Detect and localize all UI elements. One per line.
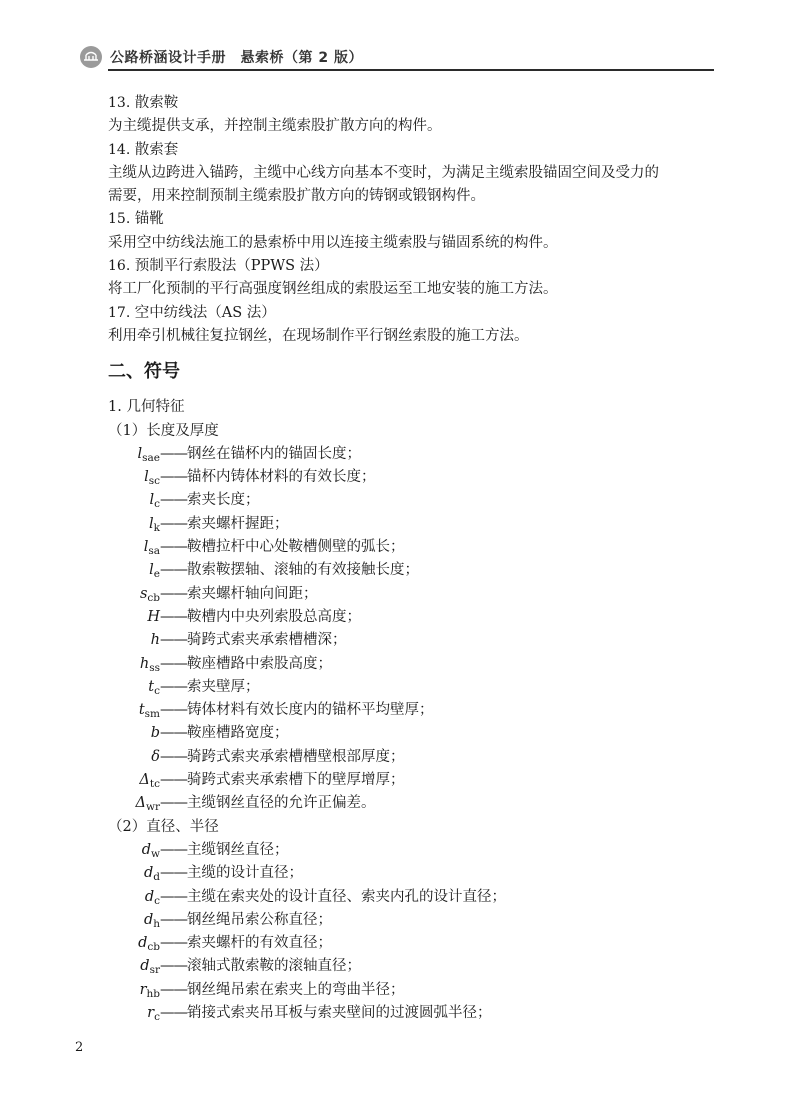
symbol-dash: —— (160, 888, 187, 905)
symbol-description: 索夹壁厚； (187, 678, 260, 695)
symbol: $d_w$ (141, 841, 160, 860)
symbol: $r_{hb}$ (139, 981, 160, 1000)
book-logo-icon (80, 46, 102, 68)
symbol-description: 鞍槽内中央列索股总高度； (187, 608, 361, 625)
symbol-subscript: c (154, 1010, 160, 1023)
symbol-description: 主缆钢丝直径； (187, 841, 289, 858)
symbol-subscript: sr (149, 964, 160, 977)
symbol-description: 锚杯内铸体材料的有效长度； (187, 469, 376, 486)
symbol-row (108, 443, 722, 466)
symbol: $d_h$ (143, 911, 160, 930)
symbol-description: 散索鞍摆轴、滚轴的有效接触长度； (187, 562, 419, 579)
term-heading (108, 255, 722, 278)
symbol-row (108, 676, 722, 699)
symbol-row (108, 909, 722, 932)
term-heading (108, 92, 722, 115)
symbol-description: 索夹螺杆握距； (187, 515, 289, 532)
symbol-row (108, 536, 722, 559)
symbol: $d_d$ (143, 865, 160, 884)
symbol-dash: —— (160, 981, 187, 998)
symbol: $d_{cb}$ (138, 935, 160, 954)
symbol-description: 钢丝绳吊索公称直径； (187, 911, 332, 928)
symbol: $l_{sae}$ (137, 445, 160, 464)
symbol: $l_k$ (148, 515, 160, 534)
symbol-subscript: w (151, 847, 160, 860)
symbol-description: 鞍座槽路宽度； (187, 725, 289, 742)
symbol: $d_{sr}$ (140, 958, 160, 977)
symbol: δ (151, 748, 160, 765)
symbol-row (108, 489, 722, 512)
symbol-description: 骑跨式索夹承索槽槽深； (187, 632, 347, 649)
symbol-dash: —— (160, 1004, 187, 1021)
symbol-dash: —— (160, 795, 187, 812)
symbol-dash: —— (160, 585, 187, 602)
symbol: H (147, 608, 160, 625)
symbol-dash: —— (160, 935, 187, 952)
symbol-row (108, 722, 722, 745)
symbol: $l_{sc}$ (144, 469, 160, 488)
running-header (80, 44, 363, 70)
symbol-subscript: e (153, 568, 160, 581)
symbol-row (108, 559, 722, 582)
symbol-dash: —— (160, 492, 187, 509)
symbol-dash: —— (160, 515, 187, 532)
symbol-description: 索夹螺杆轴向间距； (187, 585, 318, 602)
symbol-row (108, 699, 722, 722)
symbol-row (108, 862, 722, 885)
symbol-subscript: sae (142, 451, 160, 464)
symbol-subscript: d (153, 871, 160, 884)
symbol: b (150, 725, 160, 742)
symbol-dash: —— (160, 632, 187, 649)
subsection-title: 1. 几何特征 (108, 399, 185, 416)
symbol-row (108, 886, 722, 909)
symbol: $t_c$ (148, 678, 160, 697)
symbol-row (108, 769, 722, 792)
page-content (108, 92, 722, 1025)
symbol-subscript: sc (148, 475, 160, 488)
symbol-subscript: k (153, 521, 160, 534)
symbol-subscript: h (153, 917, 160, 930)
symbol: $l_e$ (149, 562, 160, 581)
symbol-row (108, 583, 722, 606)
symbol-subscript: hb (146, 987, 160, 1000)
symbol: $t_{sm}$ (138, 702, 160, 721)
symbol: $\Delta_{wr}$ (135, 795, 160, 814)
symbol: $s_{cb}$ (139, 585, 160, 604)
symbol-row (108, 466, 722, 489)
symbol: $\Delta_{tc}$ (139, 772, 160, 791)
symbol-description: 索夹螺杆的有效直径； (187, 935, 332, 952)
symbol-description: 主缆在索夹处的设计直径、索夹内孔的设计直径； (187, 888, 506, 905)
term-number: 14. (108, 141, 135, 158)
symbol-dash: —— (160, 865, 187, 882)
symbol-description: 滚轴式散索鞍的滚轴直径； (187, 958, 361, 975)
symbol-subscript: sa (148, 545, 160, 558)
symbol-subscript: c (154, 894, 160, 907)
symbol: $l_c$ (149, 492, 160, 511)
term-number: 13. (108, 95, 135, 111)
symbol-dash: —— (160, 772, 187, 789)
term-definition: 主缆从边跨进入锚跨，主缆中心线方向基本不变时，为满足主缆索股锚固空间及受力的 (108, 164, 659, 181)
symbol-description: 钢丝在锚杯内的锚固长度； (187, 445, 361, 462)
symbol-subscript: cb (147, 591, 160, 604)
symbol-row (108, 653, 722, 676)
symbol-dash: —— (160, 445, 187, 462)
term-name: 锚靴 (134, 211, 164, 228)
symbol-row (108, 746, 722, 769)
symbol: $l_{sa}$ (143, 539, 160, 558)
symbol-description: 钢丝绳吊索在索夹上的弯曲半径； (187, 981, 405, 998)
header-title: 公路桥涵设计手册 悬索桥（第 2 版） (110, 50, 363, 66)
term-definition: 为主缆提供支承，并控制主缆索股扩散方向的构件。 (108, 118, 442, 135)
symbol-row (108, 629, 722, 652)
symbol-subscript: wr (145, 801, 160, 814)
symbol-description: 索夹长度； (187, 492, 260, 509)
symbol-dash: —— (160, 562, 187, 579)
symbol-row (108, 513, 722, 536)
symbol-subscript: sm (144, 708, 160, 721)
term-number: 16. (108, 258, 135, 275)
page-number: 2 (75, 1040, 84, 1055)
symbol: h (150, 632, 160, 649)
term-number: 15. (108, 211, 135, 228)
symbol-row (108, 839, 722, 862)
term-name: 预制平行索股法（PPWS 法） (134, 258, 329, 275)
symbol-description: 骑跨式索夹承索槽槽壁根部厚度； (187, 748, 405, 765)
term-name: 散索套 (134, 141, 179, 158)
symbol-description: 主缆的设计直径； (187, 865, 303, 882)
symbol-subscript: c (154, 684, 160, 697)
symbol-row (108, 932, 722, 955)
term-definition: 需要，用来控制预制主缆索股扩散方向的铸钢或锻钢构件。 (108, 188, 485, 205)
symbol-description: 鞍座槽路中索股高度； (187, 655, 332, 672)
symbol-dash: —— (160, 608, 187, 625)
symbol-subscript: tc (149, 778, 160, 791)
symbol: $r_c$ (147, 1004, 160, 1023)
symbol-dash: —— (160, 748, 187, 765)
symbol-description: 鞍槽拉杆中心处鞍槽侧壁的弧长； (187, 539, 405, 556)
symbol-subscript: c (154, 498, 160, 511)
symbol-dash: —— (160, 655, 187, 672)
symbol-description: 主缆钢丝直径的允许正偏差。 (187, 795, 376, 812)
term-definition: 利用牵引机械往复拉钢丝，在现场制作平行钢丝索股的施工方法。 (108, 327, 529, 344)
symbol-dash: —— (160, 469, 187, 486)
symbol-dash: —— (160, 841, 187, 858)
symbol-description: 销接式索夹吊耳板与索夹壁间的过渡圆弧半径； (187, 1004, 492, 1021)
section-title: 二、符号 (108, 361, 180, 383)
term-definition: 将工厂化预制的平行高强度钢丝组成的索股运至工地安装的施工方法。 (108, 281, 558, 298)
symbol-subscript: cb (147, 941, 160, 954)
symbol-description: 骑跨式索夹承索槽下的壁厚增厚； (187, 772, 405, 789)
term-heading (108, 139, 722, 162)
symbol: $h_{ss}$ (139, 655, 160, 674)
symbol-row (108, 955, 722, 978)
symbol-row (108, 606, 722, 629)
term-heading (108, 208, 722, 231)
term-name: 空中纺线法（AS 法） (134, 304, 276, 321)
symbol-subscript: ss (149, 661, 160, 674)
symbol-row (108, 979, 722, 1002)
symbol-dash: —— (160, 678, 187, 695)
term-heading (108, 302, 722, 325)
symbol-dash: —— (160, 725, 187, 742)
symbol-dash: —— (160, 702, 187, 719)
header-rule (108, 69, 714, 71)
symbol-row (108, 1002, 722, 1025)
symbol: $d_c$ (144, 888, 160, 907)
term-definition: 采用空中纺线法施工的悬索桥中用以连接主缆索股与锚固系统的构件。 (108, 234, 558, 251)
symbol-dash: —— (160, 911, 187, 928)
group-title: （1）长度及厚度 (108, 422, 219, 439)
term-name: 散索鞍 (134, 95, 179, 111)
term-number: 17. (108, 304, 135, 321)
symbol-row (108, 792, 722, 815)
symbol-dash: —— (160, 958, 187, 975)
symbol-description: 铸体材料有效长度内的锚杯平均壁厚； (187, 702, 434, 719)
group-title: （2）直径、半径 (108, 818, 219, 835)
symbol-dash: —— (160, 539, 187, 556)
